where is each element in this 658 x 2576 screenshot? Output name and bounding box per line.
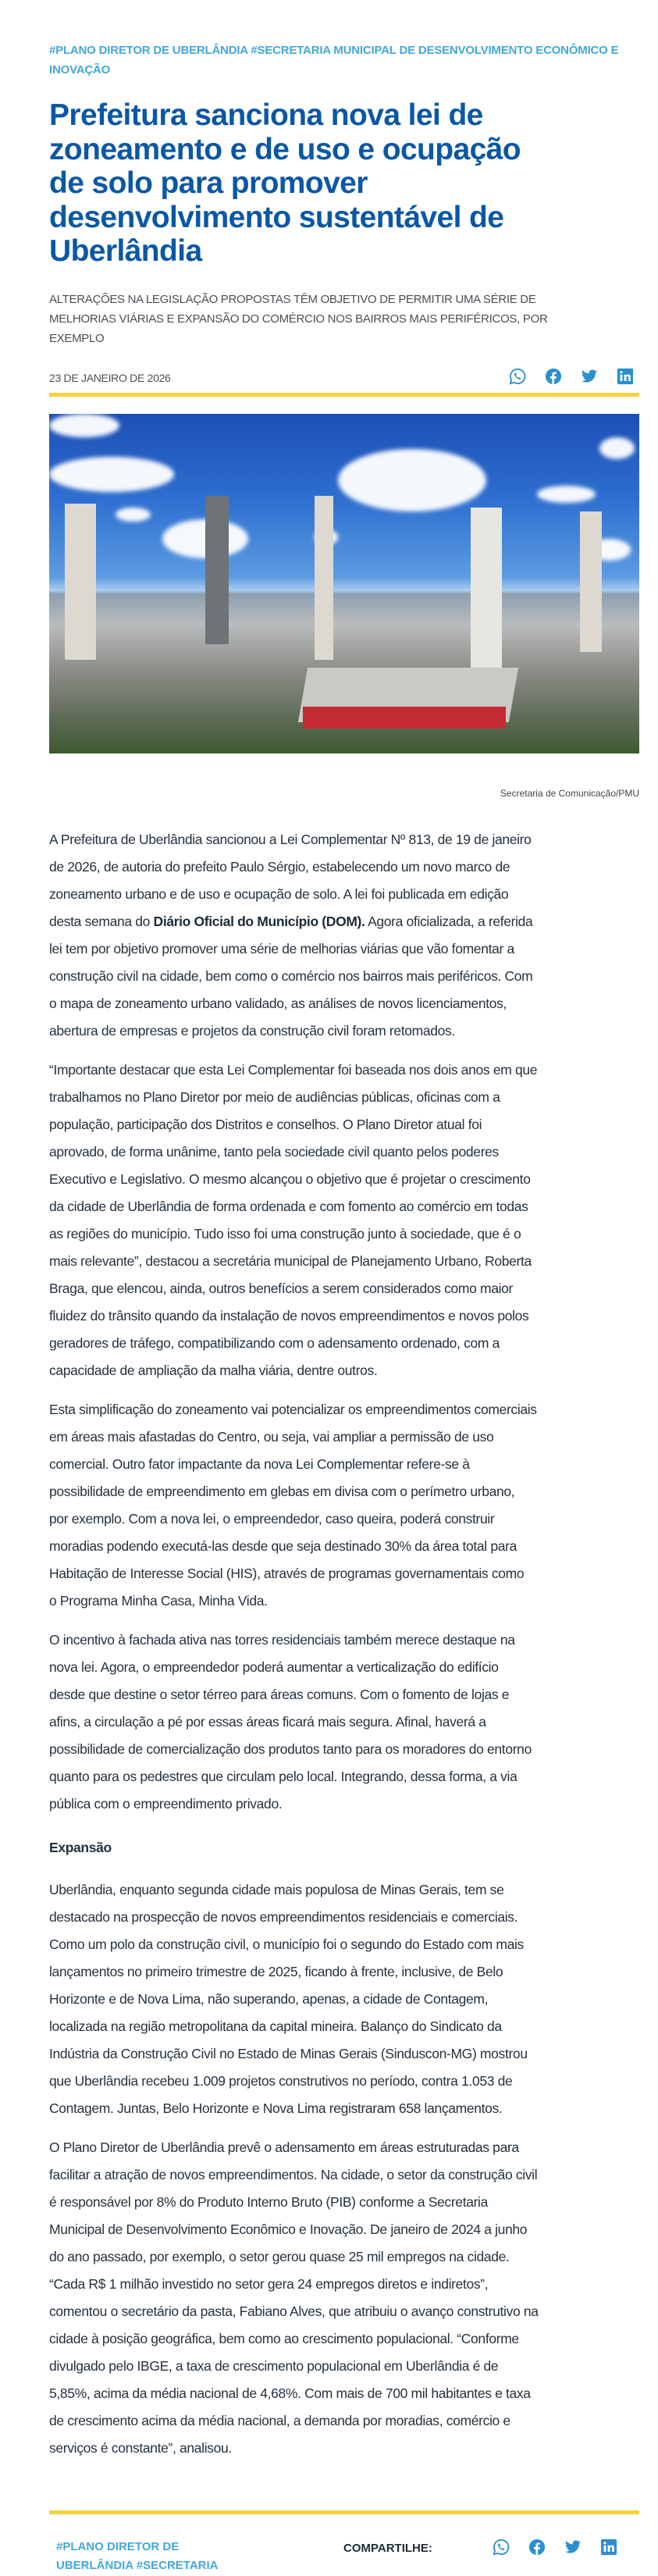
text-line: Executivo e Legislativo. O mesmo alcançou o objetivo que é projetar o crescimento — [49, 1171, 531, 1187]
article-tags[interactable]: #PLANO DIRETOR DE UBERLÂNDIA #SECRETARIA MUNICIPAL DE DESENVOLVIMENTO ECONÔMICO E INOVAÇÃO — [49, 44, 619, 77]
text-line: por exemplo. Com a nova lei, o empreendedor, caso queira, poderá construir — [49, 1511, 495, 1527]
share-bar-top — [508, 367, 635, 386]
text-line: “Cada R$ 1 milhão investido no setor gera 24 empregos diretos e indiretos”, — [49, 2276, 489, 2292]
text-line: do ano passado, por exemplo, o setor gerou quase 25 mil empregos na cidade. — [49, 2249, 510, 2264]
title-line: Uberlândia — [49, 234, 202, 268]
text-line: serviços é constante”, analisou. — [49, 2440, 232, 2456]
text-line: em áreas mais afastadas do Centro, ou seja, vai ampliar a permissão de uso — [49, 1429, 494, 1445]
paragraph — [49, 1876, 639, 2122]
share-bar-bottom — [492, 2538, 618, 2556]
title-line: desenvolvimento sustentável de — [49, 200, 504, 234]
subtitle-line: MELHORIAS VIÁRIAS E EXPANSÃO DO COMÉRCIO NOS BAIRROS MAIS PERIFÉRICOS, POR — [49, 312, 548, 326]
text-line: Municipal de Desenvolvimento Econômico e Inovação. De janeiro de 2024 a junho — [49, 2221, 528, 2237]
text-line: é responsável por 8% do Produto Interno Bruto (PIB) conforme a Secretaria — [49, 2194, 488, 2210]
text-line: destacado na prospecção de novos empreendimentos residenciais e comerciais. — [49, 1909, 518, 1925]
text-line: comercial. Outro fator impactante da nova Lei Complementar refere-se à — [49, 1456, 470, 1472]
text-line: as regiões do município. Tudo isso foi uma construção junto à sociedade, que é o — [49, 1226, 521, 1242]
text-line: Contagem. Juntas, Belo Horizonte e Nova Lima registraram 658 lançamentos. — [49, 2100, 503, 2116]
text-line: o mapa de zoneamento urbano validado, as análises de novos licenciamentos, — [49, 996, 507, 1011]
article-photo — [49, 414, 639, 754]
paragraph — [49, 826, 639, 1045]
text-line: Esta simplificação do zoneamento vai potencializar os empreendimentos comerciais — [49, 1402, 537, 1417]
text-line: Expansão — [49, 1840, 112, 1855]
text-line: 5,85%, acima da média nacional de 4,68%. Com mais de 700 mil habitantes e taxa — [49, 2385, 531, 2401]
facebook-icon[interactable] — [528, 2538, 546, 2556]
linkedin-icon[interactable] — [616, 367, 635, 386]
whatsapp-icon[interactable] — [492, 2538, 510, 2556]
text-line: aprovado, de forma unânime, tanto pela sociedade civil quanto pelos poderes — [49, 1144, 499, 1160]
text-line: comentou o secretário da pasta, Fabiano Alves, que atribuiu o avanço construtivo na — [49, 2303, 539, 2319]
photo-caption: Secretaria de Comunicação/PMU — [500, 788, 639, 799]
text-line: nova lei. Agora, o empreendedor poderá aumentar a verticalização do edifício — [49, 1659, 499, 1675]
subtitle-line: EXEMPLO — [49, 332, 105, 345]
text-line: Horizonte e de Nova Lima, não superando, apenas, a cidade de Contagem, — [49, 1991, 489, 2007]
text-line: da cidade de Uberlândia de forma ordenada e com fomento ao comércio em todas — [49, 1199, 528, 1214]
text-line: cidade à posição geográfica, bem como ao crescimento populacional. “Conforme — [49, 2331, 519, 2346]
paragraph — [49, 1056, 639, 1384]
text-line: de 2026, de autoria do prefeito Paulo Sérgio, estabelecendo um novo marco de — [49, 859, 510, 875]
text-line: “Importante destacar que esta Lei Complementar foi baseada nos dois anos em que — [49, 1062, 538, 1078]
text-line: geradores de tráfego, compatibilizando com o adensamento ordenado, com a — [49, 1335, 500, 1351]
text-line: O incentivo à fachada ativa nas torres residenciais também merece destaque na — [49, 1632, 515, 1648]
title-line: de solo para promover — [49, 166, 368, 200]
page-title — [49, 98, 639, 269]
text-line: o Programa Minha Casa, Minha Vida. — [49, 1593, 268, 1609]
section-heading — [49, 1834, 639, 1862]
twitter-icon[interactable] — [564, 2538, 582, 2556]
publish-date: 23 DE JANEIRO DE 2026 — [49, 372, 171, 384]
text-line: trabalhamos no Plano Diretor por meio de audiências públicas, oficinas com a — [49, 1089, 500, 1105]
text-line: Uberlândia, enquanto segunda cidade mais populosa de Minas Gerais, tem se — [49, 1882, 504, 1897]
text-line: lançamentos no primeiro trimestre de 2025, ficando à frente, inclusive, de Belo — [49, 1964, 503, 1979]
share-label: COMPARTILHE: — [343, 2542, 432, 2555]
text-line: lei tem por objetivo promover uma série de melhorias viárias que vão fomentar a — [49, 941, 514, 957]
text-line: facilitar a atração de novos empreendimentos. Na cidade, o setor da construção civil — [49, 2167, 538, 2182]
paragraph — [49, 1396, 639, 1615]
text-line: Como um polo da construção civil, o município foi o segundo do Estado com mais — [49, 1936, 524, 1952]
text-line: pública com o empreendimento privado. — [49, 1796, 283, 1812]
text-line: Habitação de Interesse Social (HIS), através de programas governamentais como — [49, 1566, 525, 1581]
text-line: localizada na região metropolitana da capital mineira. Balanço do Sindicato da — [49, 2018, 502, 2034]
text-line: abertura de empresas e projetos da construção civil foram retomados. — [49, 1023, 455, 1039]
text-line: A Prefeitura de Uberlândia sancionou a Lei Complementar Nº 813, de 19 de janeiro — [49, 832, 532, 847]
footer-tags[interactable]: #PLANO DIRETOR DE UBERLÂNDIA #SECRETARIA — [56, 2540, 219, 2572]
text-line: O Plano Diretor de Uberlândia prevê o adensamento em áreas estruturadas para — [49, 2140, 519, 2155]
text-line: Braga, que elencou, ainda, outros benefícios a serem considerados como maior — [49, 1281, 514, 1296]
twitter-icon[interactable] — [580, 367, 599, 386]
text-line: possibilidade de empreendimento em glebas em divisa com o perímetro urbano, — [49, 1484, 515, 1499]
text-line: que Uberlândia recebeu 1.009 projetos construtivos no período, contra 1.053 de — [49, 2073, 513, 2089]
text-line: fluidez do trânsito quando da instalação de novos empreendimentos e novos polos — [49, 1308, 529, 1324]
text-line: construção civil na cidade, bem como o comércio nos bairros mais periféricos. Com — [49, 968, 533, 984]
whatsapp-icon[interactable] — [508, 367, 527, 386]
paragraph — [49, 1626, 639, 1818]
article-subtitle — [49, 290, 639, 348]
text-line: mais relevante”, destacou a secretária municipal de Planejamento Urbano, Roberta — [49, 1253, 532, 1269]
text-line: população, participação dos Distritos e conselhos. O Plano Diretor atual foi — [49, 1117, 482, 1132]
text-line: moradias podendo executá-las desde que seja destinado 30% da área total para — [49, 1538, 517, 1554]
text-line: afins, a circulação a pé por essas áreas ficará mais segura. Afinal, haverá a — [49, 1714, 486, 1730]
text-line: zoneamento urbano e de uso e ocupação de solo. A lei foi publicada em edição — [49, 886, 509, 902]
title-line: zoneamento e de uso e ocupação — [49, 132, 521, 166]
text-line: desde que destine o setor térreo para áreas comuns. Com o fomento de lojas e — [49, 1687, 510, 1702]
text-line: possibilidade de comercialização dos produtos tanto para os moradores do entorno — [49, 1741, 532, 1757]
facebook-icon[interactable] — [544, 367, 563, 386]
text-line: capacidade de ampliação da malha viária, dentre outros. — [49, 1363, 378, 1378]
bold-link-text: Diário Oficial do Município (DOM). — [153, 914, 365, 929]
text-line: desta semana do Diário Oficial do Município (DOM). Agora oficializada, a referida — [49, 914, 533, 929]
paragraph — [49, 2134, 639, 2462]
subtitle-line: ALTERAÇÕES NA LEGISLAÇÃO PROPOSTAS TÊM OBJETIVO DE PERMITIR UMA SÉRIE DE — [49, 293, 536, 306]
footer-divider — [49, 2510, 639, 2514]
text-line: quanto para os pedestres que circulam pelo local. Integrando, dessa forma, a via — [49, 1769, 518, 1784]
text-line: de crescimento acima da média nacional, a demanda por moradias, comércio e — [49, 2413, 510, 2428]
text-line: divulgado pelo IBGE, a taxa de crescimento populacional em Uberlândia é de — [49, 2358, 499, 2374]
linkedin-icon[interactable] — [599, 2538, 618, 2556]
title-line: Prefeitura sanciona nova lei de — [49, 98, 483, 132]
article-body — [49, 826, 639, 2474]
text-line: Indústria da Construção Civil no Estado de Minas Gerais (Sinduscon-MG) mostrou — [49, 2046, 528, 2061]
divider — [49, 393, 639, 397]
